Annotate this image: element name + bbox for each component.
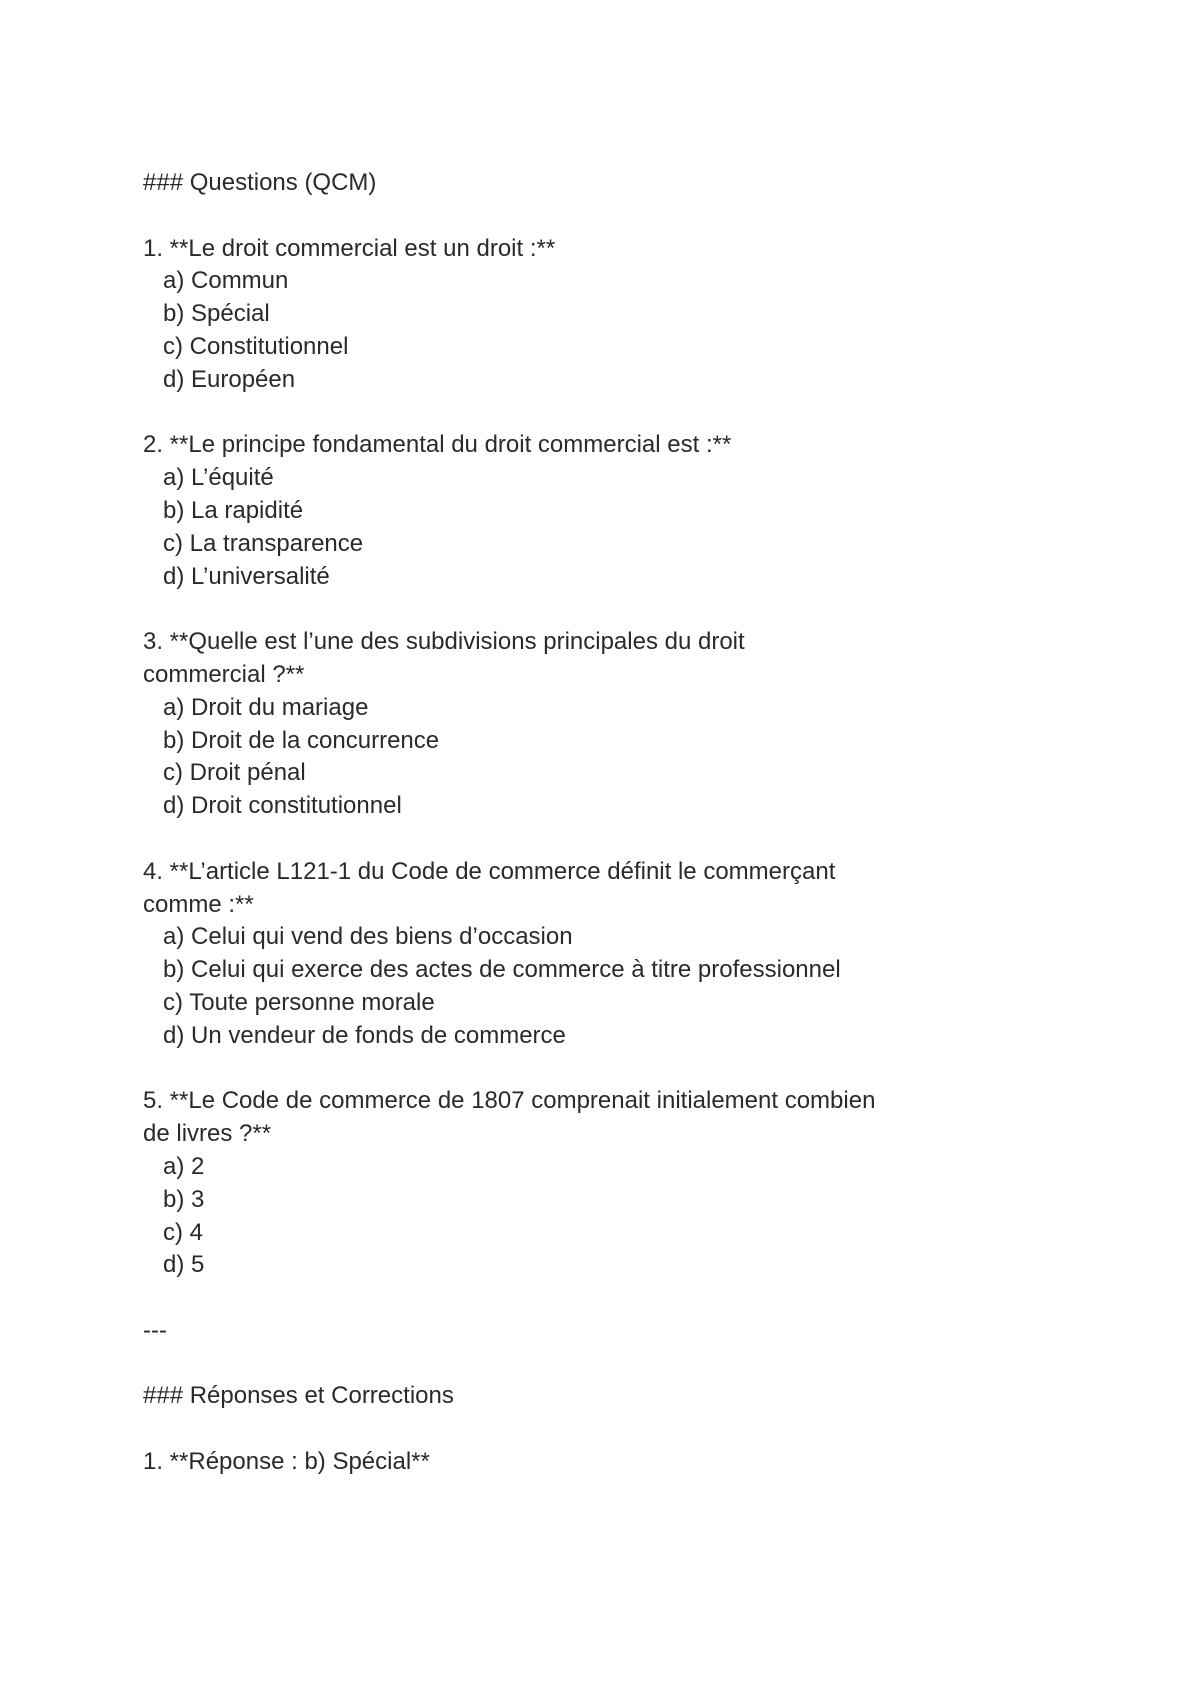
question-1 [143, 233, 875, 397]
question-4 [143, 856, 875, 1053]
separator: --- [143, 1316, 167, 1344]
blank-line [143, 1053, 875, 1086]
answer-1: 1. **Réponse : b) Spécial** [143, 1448, 430, 1476]
question-prompt-continued: commercial ?** [143, 660, 305, 688]
option: d) Un vendeur de fonds de commerce [163, 1021, 566, 1049]
blank-line [143, 1282, 875, 1315]
question-prompt: 5. **Le Code de commerce de 1807 comprenait initialement combien [143, 1087, 876, 1115]
option: c) 4 [163, 1218, 204, 1246]
blank-line [143, 1348, 875, 1381]
answers-heading: ### Réponses et Corrections [143, 1382, 454, 1410]
option: c) Toute personne morale [163, 988, 435, 1016]
option: b) 3 [163, 1185, 205, 1213]
blank-line [143, 397, 875, 430]
question-prompt-continued: comme :** [143, 890, 254, 918]
question-prompt: 2. **Le principe fondamental du droit commercial est :** [143, 431, 732, 459]
questions-heading: ### Questions (QCM) [143, 169, 377, 196]
question-prompt: 3. **Quelle est l’une des subdivisions principales du droit [143, 628, 745, 656]
option: a) 2 [163, 1152, 205, 1180]
option: a) L’équité [163, 464, 274, 492]
option: a) Commun [163, 267, 289, 295]
option: b) Spécial [163, 300, 270, 328]
question-prompt: 1. **Le droit commercial est un droit :** [143, 234, 556, 262]
question-5 [143, 1085, 875, 1282]
option: d) 5 [163, 1251, 205, 1279]
question-3 [143, 626, 875, 823]
option: a) Droit du mariage [163, 693, 369, 721]
option: d) L’universalité [163, 562, 330, 590]
option: c) Constitutionnel [163, 332, 349, 360]
option: b) Droit de la concurrence [163, 726, 440, 754]
option: d) Européen [163, 365, 296, 393]
option: d) Droit constitutionnel [163, 792, 402, 820]
option: b) Celui qui exerce des actes de commerce à titre professionnel [163, 956, 841, 984]
question-prompt-continued: de livres ?** [143, 1120, 272, 1148]
option: a) Celui qui vend des biens d’occasion [163, 923, 573, 951]
document-page [143, 167, 875, 1479]
question-prompt: 4. **L’article L121-1 du Code de commerce définit le commerçant [143, 857, 836, 885]
option: c) La transparence [163, 529, 364, 557]
blank-line [143, 1413, 875, 1446]
question-2 [143, 429, 875, 593]
blank-line [143, 823, 875, 856]
blank-line [143, 593, 875, 626]
option: c) Droit pénal [163, 759, 306, 787]
option: b) La rapidité [163, 496, 304, 524]
blank-line [143, 200, 875, 233]
